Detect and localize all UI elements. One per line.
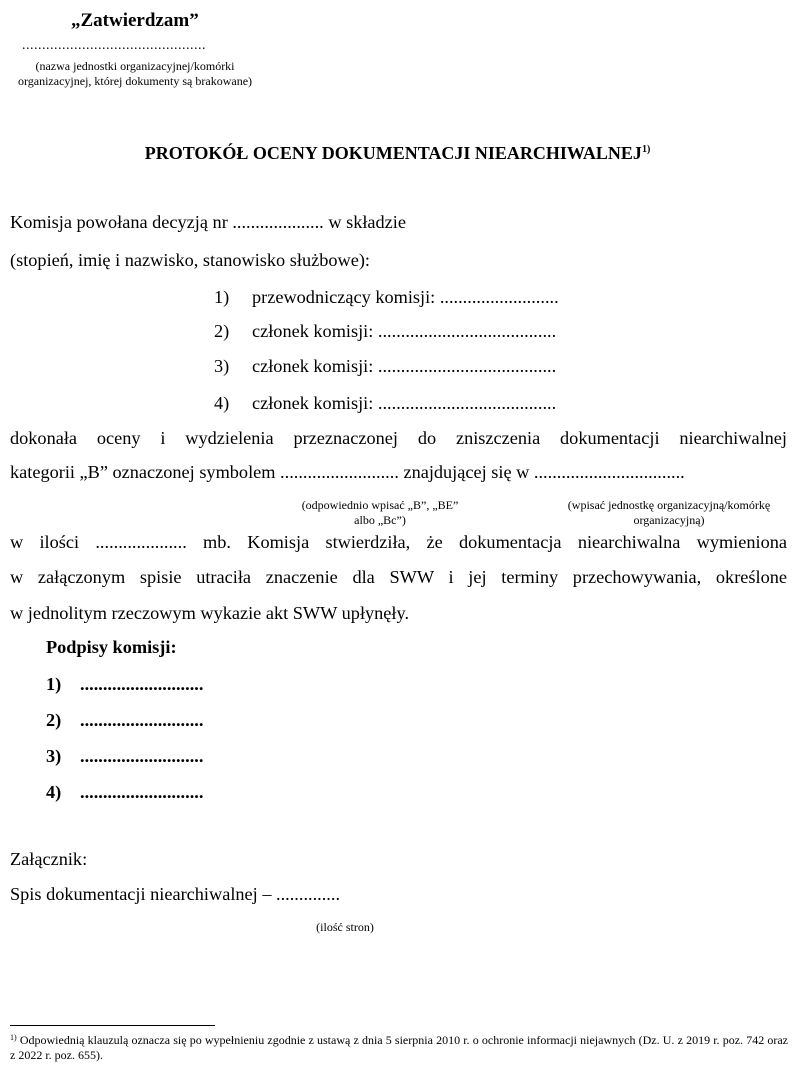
signature-number: 2) [46, 710, 62, 730]
member-number: 3) [214, 356, 230, 376]
member-text: przewodniczący komisji: .......................... [252, 287, 559, 307]
body-line-4: w załączonym spisie utraciła znaczenie dla SWW i jej terminy przechowywania, określone [10, 567, 787, 587]
member-item [214, 393, 556, 414]
signature-item [46, 710, 203, 731]
intro-line-2: (stopień, imię i nazwisko, stanowisko służbowe): [10, 250, 370, 270]
footnote-ref: 1) [10, 1033, 17, 1042]
attachment-note: (ilość stron) [316, 920, 374, 934]
body-line-2: kategorii „B” oznaczonej symbolem .......................... znajdującej się w ................................. [10, 462, 685, 482]
footnote [10, 1030, 788, 1063]
document-title [0, 143, 795, 164]
signature-number: 3) [46, 746, 62, 766]
signature-item [46, 782, 203, 803]
member-item [214, 356, 556, 377]
member-number: 4) [214, 393, 230, 413]
member-item [214, 321, 556, 342]
member-number: 1) [214, 287, 230, 307]
intro-line-1: Komisja powołana decyzją nr .................... w składzie [10, 212, 406, 232]
note-symbol: (odpowiednio wpisać „B”, „BE” albo „Bc”) [301, 498, 459, 527]
body-line-1: dokonała oceny i wydzielenia przeznaczonej do zniszczenia dokumentacji niearchiwalnej [10, 428, 787, 448]
signature-item [46, 674, 203, 695]
approval-title: „Zatwierdzam” [71, 10, 199, 31]
member-text: członek komisji: ....................................... [252, 321, 557, 341]
document-title-text: PROTOKÓŁ OCENY DOKUMENTACJI NIEARCHIWALNEJ [144, 143, 642, 163]
body-line-3: w ilości .................... mb. Komisja stwierdziła, że dokumentacja niearchiwalna wymieniona [10, 532, 787, 552]
signature-line: ........................... [80, 746, 204, 766]
member-number: 2) [214, 321, 230, 341]
signature-number: 1) [46, 674, 62, 694]
member-text: członek komisji: ....................................... [252, 356, 557, 376]
attachment-label: Załącznik: [10, 849, 88, 869]
signature-number: 4) [46, 782, 62, 802]
footnote-text: Odpowiednią klauzulą oznacza się po wypełnieniu zgodnie z ustawą z dnia 5 sierpnia 2010 r. o ochronie informacji niejawnych (Dz. U. z 2019 r. poz. 742 oraz z 2022 r. poz. 655). [10, 1033, 789, 1062]
title-footnote-ref: 1) [641, 144, 651, 155]
footnote-separator [10, 1025, 215, 1026]
member-item [214, 287, 559, 308]
approval-signature-line: .............................................. [22, 38, 206, 53]
attachment-text: Spis dokumentacji niearchiwalnej – .............. [10, 884, 341, 904]
signatures-heading: Podpisy komisji: [46, 637, 177, 657]
note-unit: (wpisać jednostkę organizacyjną/komórkę organizacyjną) [567, 498, 771, 527]
signature-line: ........................... [80, 710, 204, 730]
body-line-5: w jednolitym rzeczowym wykazie akt SWW upłynęły. [10, 603, 410, 623]
signature-line: ........................... [80, 782, 204, 802]
member-text: członek komisji: ....................................... [252, 393, 557, 413]
signature-item [46, 746, 203, 767]
approval-caption: (nazwa jednostki organizacyjnej/komórki organizacyjnej, której dokumenty są brakowane) [17, 59, 253, 88]
signature-line: ........................... [80, 674, 204, 694]
